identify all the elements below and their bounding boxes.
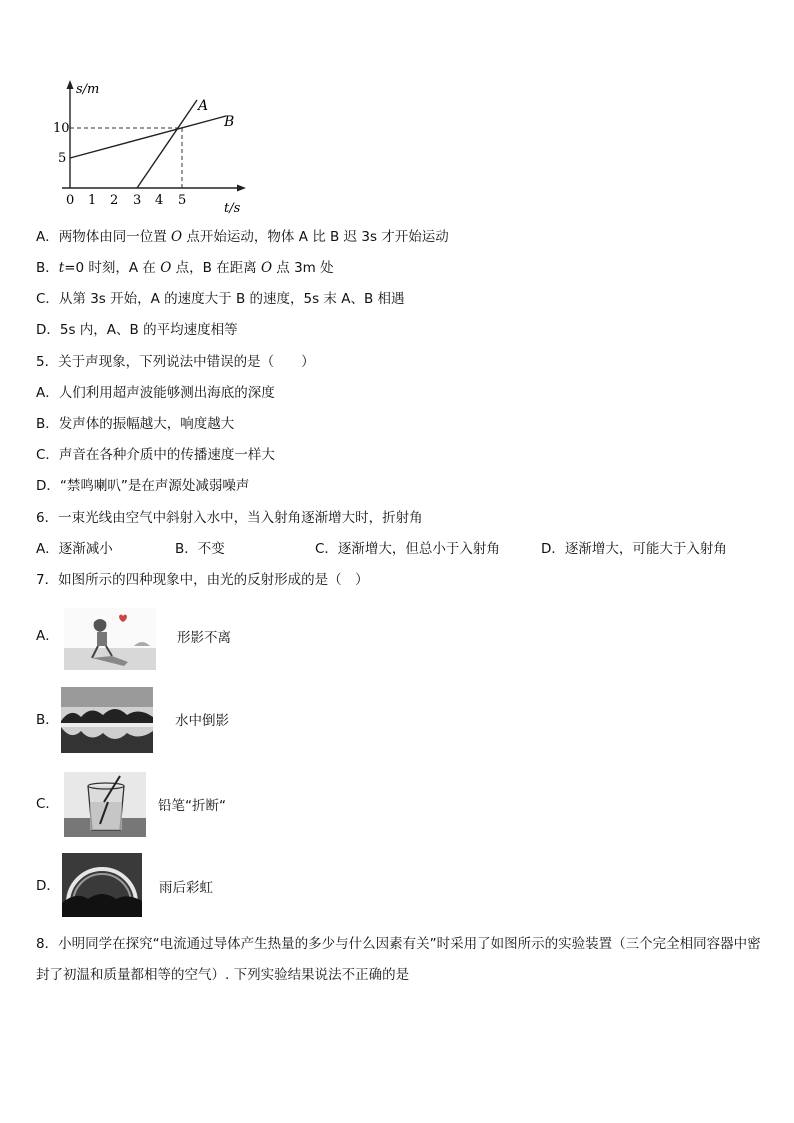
x-tick-4: 4 (155, 193, 164, 208)
x-tick-3: 3 (133, 193, 142, 208)
q7-option-d-text: 雨后彩虹 (159, 880, 213, 896)
q6-option-c: C．逐渐增大，但总小于入射角 (315, 541, 500, 557)
line-b (70, 116, 226, 158)
y-axis-arrow (67, 80, 74, 89)
text: A．两物体由同一位置 (36, 229, 172, 245)
q7-option-b-text: 水中倒影 (175, 713, 229, 729)
q7-stem: 7．如图所示的四种现象中，由光的反射形成的是（ ） (36, 572, 369, 588)
text-italic: O (171, 229, 183, 245)
q7-option-d-letter: D． (36, 878, 60, 894)
x-axis-label: t/s (224, 201, 241, 216)
text-italic: O (260, 260, 273, 276)
text: 点，B 在距离 (171, 260, 261, 276)
q5-option-b: B．发声体的振幅越大，响度越大 (36, 416, 235, 432)
line-b-label: B (224, 114, 235, 130)
line-a (137, 100, 197, 188)
pencil-in-glass-image (64, 772, 146, 837)
q5-option-d: D．“禁鸣喇叭”是在声源处减弱噪声 (36, 478, 250, 494)
q6-option-b: B．不变 (175, 541, 225, 557)
q6-option-a: A．逐渐减小 (36, 541, 113, 557)
q7-option-c-text: 铅笔“折断“ (158, 798, 226, 814)
line-a-label: A (198, 98, 209, 114)
x-axis-arrow (237, 185, 246, 192)
q4-option-c: C．从第 3s 开始，A 的速度大于 B 的速度，5s 末 A、B 相遇 (36, 291, 405, 307)
rainbow-image (62, 853, 142, 917)
q6-stem: 6．一束光线由空气中斜射入水中，当入射角逐渐增大时，折射角 (36, 510, 423, 526)
y-tick-10: 10 (53, 121, 70, 136)
y-tick-5: 5 (58, 151, 67, 166)
x-tick-0: 0 (66, 193, 75, 208)
q4-option-a (36, 228, 449, 246)
q4-option-d: D．5s 内，A、B 的平均速度相等 (36, 322, 238, 338)
q4-option-b (36, 259, 334, 277)
text-italic: O (160, 260, 172, 276)
text: =0 时刻，A 在 (64, 260, 161, 276)
q7-option-a-text: 形影不离 (177, 630, 231, 646)
y-axis-label: s/m (76, 82, 100, 97)
q7-option-a-letter: A． (36, 628, 59, 644)
s-t-graph (52, 76, 252, 216)
q5-stem: 5．关于声现象，下列说法中错误的是（ ） (36, 354, 315, 370)
q8-stem: 8．小明同学在探究“电流通过导体产生热量的多少与什么因素有关”时采用了如图所示的实验装置（三个完全相同容器中密封了初温和质量都相等的空气）. 下列实验结果说法不正确的是 (36, 936, 761, 983)
x-tick-2: 2 (110, 193, 119, 208)
text: 点 3m 处 (272, 260, 334, 276)
q7-option-c-letter: C． (36, 796, 59, 812)
x-tick-1: 1 (88, 193, 97, 208)
water-reflection-image (61, 687, 153, 753)
q6-option-d: D．逐渐增大，可能大于入射角 (541, 541, 727, 557)
text: 点开始运动，物体 A 比 B 迟 3s 才开始运动 (182, 229, 449, 245)
text: B． (36, 260, 59, 276)
text-italic: t (58, 260, 65, 276)
q5-option-c: C．声音在各种介质中的传播速度一样大 (36, 447, 275, 463)
q7-option-b-letter: B． (36, 712, 59, 728)
x-tick-5: 5 (178, 193, 187, 208)
shadow-figure-image (64, 608, 156, 670)
q5-option-a: A．人们利用超声波能够测出海底的深度 (36, 385, 275, 401)
